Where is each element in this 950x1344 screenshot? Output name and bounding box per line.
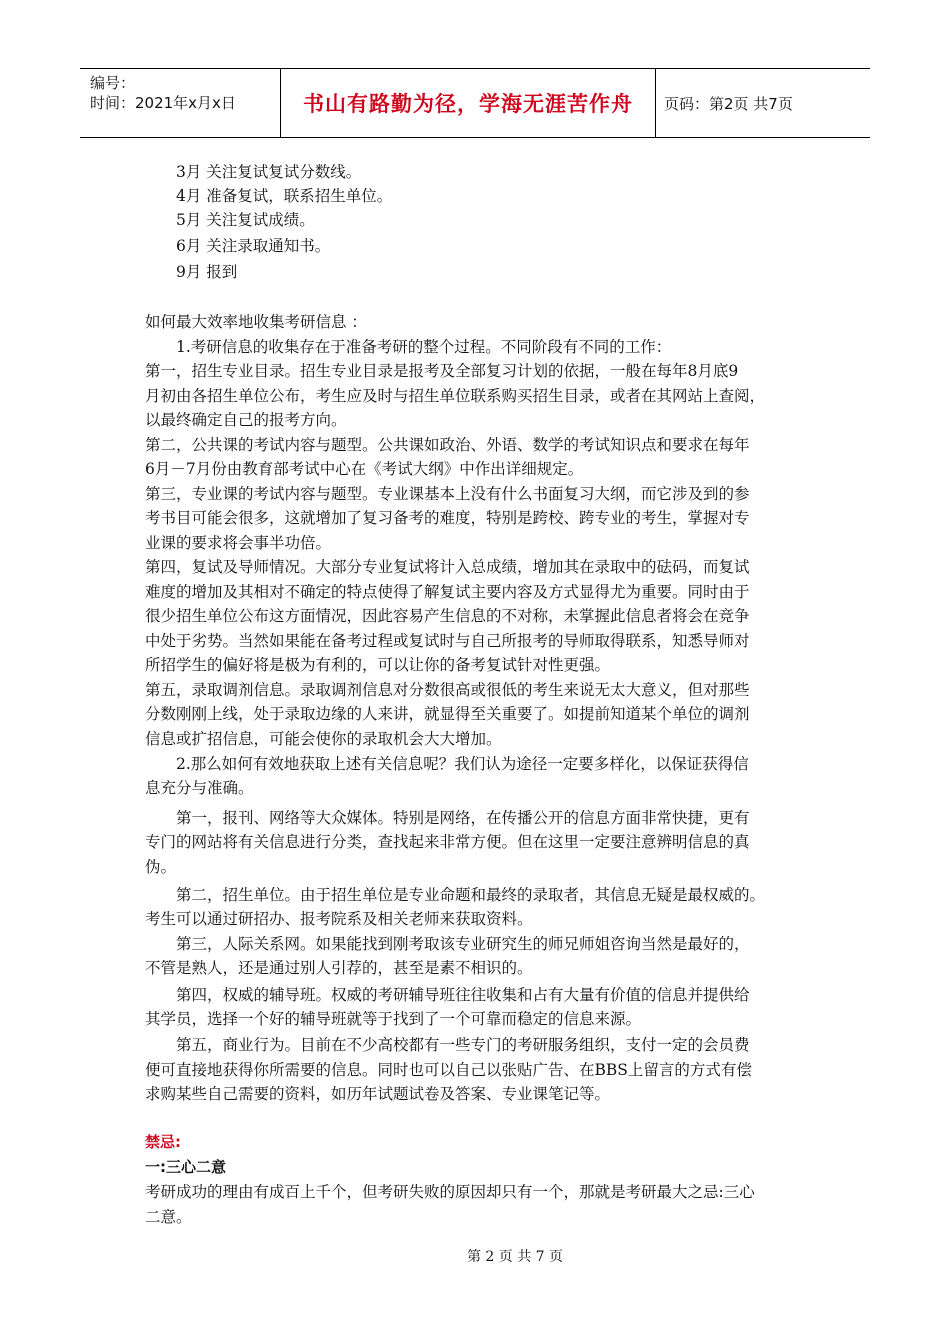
paragraph-line: 伪。 — [145, 858, 177, 876]
paragraph-line: 求购某些自己需要的资料，如历年试题试卷及答案、专业课笔记等。 — [145, 1085, 611, 1103]
schedule-item: 4月 准备复试，联系招生单位。 — [176, 187, 393, 205]
paragraph-line: 第五，录取调剂信息。录取调剂信息对分数很高或很低的考生来说无太大意义，但对那些 — [145, 681, 750, 699]
paragraph-line: 第三，专业课的考试内容与题型。专业课基本上没有什么书面复习大纲，而它涉及到的参 — [145, 485, 750, 503]
paragraph-line: 1.考研信息的收集存在于准备考研的整个过程。不同阶段有不同的工作： — [176, 338, 672, 356]
paragraph-line: 第二，公共课的考试内容与题型。公共课如政治、外语、数学的考试知识点和要求在每年 — [145, 436, 750, 454]
paragraph-line: 考生可以通过研招办、报考院系及相关老师来获取资料。 — [145, 910, 533, 928]
paragraph-line: 息充分与准确。 — [145, 779, 254, 797]
section-title: 如何最大效率地收集考研信息 ： — [145, 313, 367, 331]
paragraph-line: 专门的网站将有关信息进行分类，查找起来非常方便。但在这里一定要注意辨明信息的真 — [145, 833, 750, 851]
number-label: 编号： — [90, 74, 136, 92]
paragraph-line: 第五，商业行为。目前在不少高校都有一些专门的考研服务组织，支付一定的会员费 — [176, 1036, 750, 1054]
taboo-subheading: 一:三心二意 — [145, 1158, 226, 1176]
paragraph-line: 6月－7月份由教育部考试中心在《考试大纲》中作出详细规定。 — [145, 460, 584, 478]
header-page-label: 页码：第2页 共7页 — [664, 94, 793, 113]
paragraph-line: 第四，权威的辅导班。权威的考研辅导班往往收集和占有大量有价值的信息并提供给 — [176, 986, 750, 1004]
header-motto: 书山有路勤为径，学海无涯苦作舟 — [281, 69, 656, 137]
paragraph-line: 不管是熟人，还是通过别人引荐的，甚至是素不相识的。 — [145, 959, 533, 977]
paragraph-line: 考书目可能会很多，这就增加了复习备考的难度，特别是跨校、跨专业的考生，掌握对专 — [145, 509, 750, 527]
paragraph-line: 其学员，选择一个好的辅导班就等于找到了一个可靠而稳定的信息来源。 — [145, 1010, 642, 1028]
paragraph-line: 第三，人际关系网。如果能找到刚考取该专业研究生的师兄师姐咨询当然是最好的， — [176, 935, 750, 953]
paragraph-line: 以最终确定自己的报考方向。 — [145, 411, 347, 429]
paragraph-line: 考研成功的理由有成百上千个，但考研失败的原因却只有一个，那就是考研最大之忌:三心 — [145, 1183, 755, 1201]
schedule-item: 3月 关注复试复试分数线。 — [176, 163, 362, 181]
paragraph-line: 第四，复试及导师情况。大部分专业复试将计入总成绩，增加其在录取中的砝码，而复试 — [145, 558, 750, 576]
paragraph-line: 第一，报刊、网络等大众媒体。特别是网络，在传播公开的信息方面非常快捷，更有 — [176, 809, 750, 827]
paragraph-line: 所招学生的偏好将是极为有利的，可以让你的备考复试针对性更强。 — [145, 656, 611, 674]
paragraph-line: 业课的要求将会事半功倍。 — [145, 534, 332, 552]
paragraph-line: 2.那么如何有效地获取上述有关信息呢？我们认为途径一定要多样化，以保证获得信 — [176, 755, 749, 773]
paragraph-line: 便可直接地获得你所需要的信息。同时也可以自己以张贴广告、在BBS上留言的方式有偿 — [145, 1061, 752, 1079]
schedule-item: 9月 报到 — [176, 263, 238, 281]
header-table — [80, 68, 870, 138]
header-meta — [80, 69, 281, 137]
time-label: 时间：2021年x月x日 — [90, 94, 236, 112]
paragraph-line: 很少招生单位公布这方面情况，因此容易产生信息的不对称，未掌握此信息者将会在竞争 — [145, 607, 750, 625]
paragraph-line: 信息或扩招信息，可能会使你的录取机会大大增加。 — [145, 730, 502, 748]
paragraph-line: 中处于劣势。当然如果能在备考过程或复试时与自己所报考的导师取得联系，知悉导师对 — [145, 632, 750, 650]
paragraph-line: 二意。 — [145, 1208, 192, 1226]
taboo-heading: 禁忌: — [145, 1133, 181, 1151]
paragraph-line: 第二，招生单位。由于招生单位是专业命题和最终的录取者，其信息无疑是最权威的。 — [176, 886, 766, 904]
paragraph-line: 第一，招生专业目录。招生专业目录是报考及全部复习计划的依据，一般在每年8月底9 — [145, 362, 739, 380]
paragraph-line: 难度的增加及其相对不确定的特点使得了解复试主要内容及方式显得尤为重要。同时由于 — [145, 583, 750, 601]
page-footer: 第 2 页 共 7 页 — [466, 1249, 564, 1265]
paragraph-line: 月初由各招生单位公布，考生应及时与招生单位联系购买招生目录，或者在其网站上查阅， — [145, 387, 766, 405]
schedule-item: 6月 关注录取通知书。 — [176, 237, 331, 255]
paragraph-line: 分数刚刚上线，处于录取边缘的人来讲，就显得至关重要了。如提前知道某个单位的调剂 — [145, 705, 750, 723]
schedule-item: 5月 关注复试成绩。 — [176, 211, 315, 229]
